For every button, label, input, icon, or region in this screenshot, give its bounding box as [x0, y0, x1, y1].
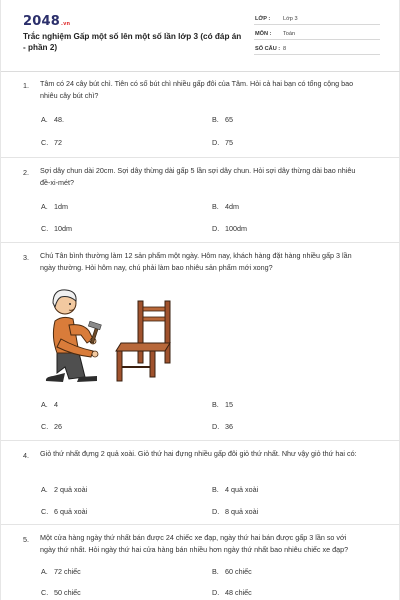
- meta-key: SỐ CÂU :: [255, 46, 281, 52]
- boy-building-chair-illustration: [39, 281, 189, 385]
- option-label: D.: [212, 588, 220, 597]
- option-text: 4dm: [225, 202, 239, 211]
- option-text: 72: [54, 138, 62, 147]
- option-label: C.: [41, 224, 49, 233]
- option-label: C.: [41, 422, 49, 431]
- option-label: A.: [41, 115, 48, 124]
- question-text: Một cửa hàng ngày thứ nhất bán được 24 chiếc xe đạp, ngày thứ hai bán được gấp 3 lần so với ngày thứ nhất. Hỏi ngày thứ hai cửa hàng bán nhiều hơn ngày thứ nhất bao nhiêu chiếc xe đạp?: [40, 533, 349, 554]
- meta-grade: [254, 13, 380, 25]
- option-text: 4: [54, 400, 58, 409]
- option-label: A.: [41, 485, 48, 494]
- meta-question-count: [254, 43, 380, 55]
- chair-drawing: [116, 301, 170, 381]
- option-label: A.: [41, 202, 48, 211]
- question-text: Tâm có 24 cây bút chì. Tiên có số bút chì nhiều gấp đôi của Tâm. Hỏi cả hai bạn có tổng cộng bao nhiêu cây bút chì?: [40, 79, 354, 100]
- logo-suffix: .vn: [60, 21, 71, 27]
- option-text: 100dm: [225, 224, 247, 233]
- option-label: D.: [212, 422, 220, 431]
- option-text: 65: [225, 115, 233, 124]
- question-text: Sợi dây chun dài 20cm. Sợi dây thừng dài gấp 5 lần sợi dây chun. Hỏi sợi dây thừng dài bao nhiêu đề-xi-mét?: [40, 166, 356, 187]
- question-divider: [1, 157, 400, 158]
- option-text: 26: [54, 422, 62, 431]
- worksheet-title: Trắc nghiệm Gấp một số lên một số lần lớp 3 (có đáp án - phần 2): [23, 32, 242, 52]
- option-text: 50 chiếc: [54, 588, 81, 597]
- option-text: 36: [225, 422, 233, 431]
- option-label: B.: [212, 115, 219, 124]
- question-number: 4.: [23, 451, 29, 460]
- option-text: 4 quả xoài: [225, 485, 259, 494]
- option-text: 48.: [54, 115, 64, 124]
- option-text: 8 quả xoài: [225, 507, 259, 516]
- question-text: Chú Tân bình thường làm 12 sản phẩm một ngày. Hôm nay, khách hàng đặt hàng nhiều gấp 3 lần ngày thường. Hỏi hôm nay, chú phải làm bao nhiêu sản phẩm mới xong?: [40, 251, 352, 272]
- boy-drawing: [46, 290, 101, 382]
- option-label: B.: [212, 202, 219, 211]
- option-label: B.: [212, 567, 219, 576]
- meta-value: 8: [283, 46, 287, 52]
- option-text: 6 quả xoài: [54, 507, 88, 516]
- option-text: 72 chiếc: [54, 567, 81, 576]
- option-text: 2 quả xoài: [54, 485, 88, 494]
- question-divider: [1, 524, 400, 525]
- option-text: 75: [225, 138, 233, 147]
- question-number: 3.: [23, 253, 29, 262]
- question-divider: [1, 242, 400, 243]
- option-label: D.: [212, 507, 220, 516]
- option-text: 10dm: [54, 224, 72, 233]
- option-label: B.: [212, 485, 219, 494]
- meta-subject: [254, 28, 380, 40]
- option-label: A.: [41, 567, 48, 576]
- question-divider: [1, 440, 400, 441]
- meta-value: Toán: [283, 31, 296, 37]
- question-number: 1.: [23, 81, 29, 90]
- worksheet-header: [1, 0, 400, 72]
- option-text: 60 chiếc: [225, 567, 252, 576]
- option-label: C.: [41, 588, 49, 597]
- logo-text: 2048: [23, 14, 60, 29]
- option-label: C.: [41, 138, 49, 147]
- site-logo[interactable]: [23, 14, 70, 29]
- option-text: 48 chiếc: [225, 588, 252, 597]
- meta-key: MÔN :: [255, 31, 272, 37]
- option-label: D.: [212, 138, 220, 147]
- option-label: D.: [212, 224, 220, 233]
- option-text: 1dm: [54, 202, 68, 211]
- option-label: B.: [212, 400, 219, 409]
- meta-value: Lớp 3: [283, 16, 298, 22]
- option-text: 15: [225, 400, 233, 409]
- meta-key: LỚP :: [255, 16, 271, 22]
- question-text: Giỏ thứ nhất đựng 2 quả xoài. Giỏ thứ hai đựng nhiều gấp đôi giỏ thứ nhất. Như vậy giỏ thứ hai có:: [40, 449, 357, 458]
- option-label: C.: [41, 507, 49, 516]
- option-label: A.: [41, 400, 48, 409]
- question-number: 2.: [23, 168, 29, 177]
- question-number: 5.: [23, 535, 29, 544]
